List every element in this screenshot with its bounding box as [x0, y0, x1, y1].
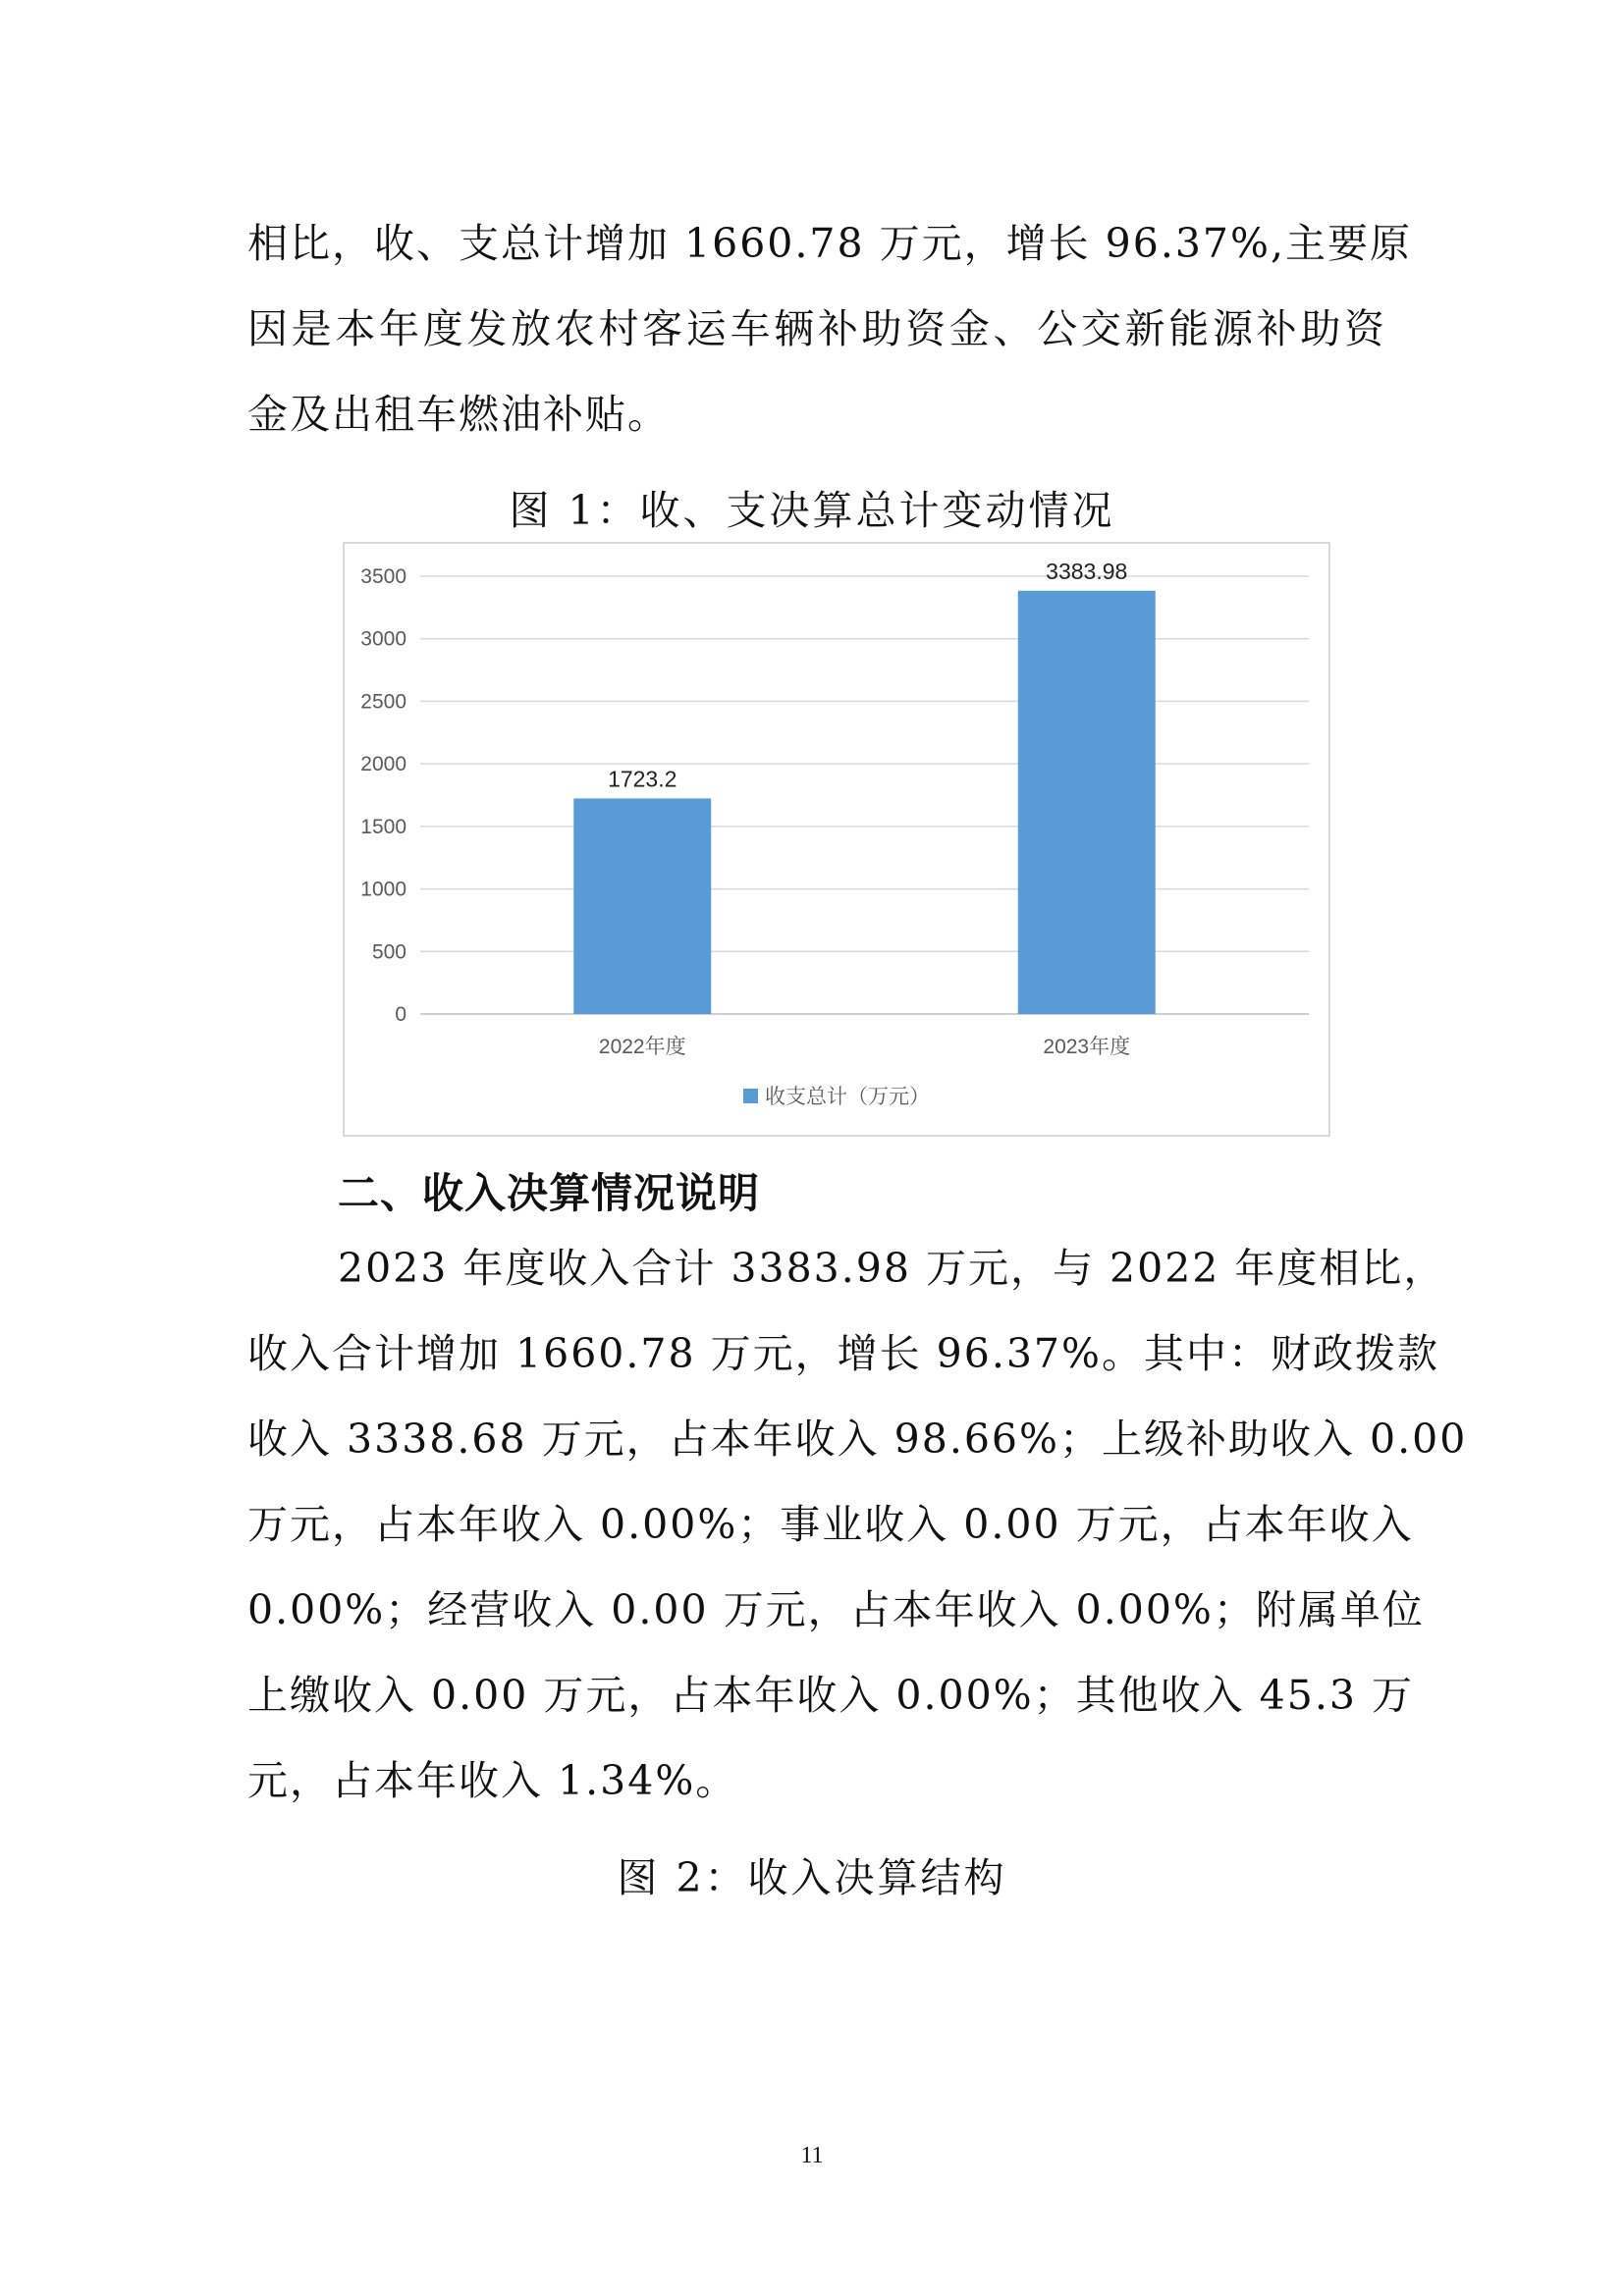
paragraph-change-reason	[247, 201, 1413, 457]
bar-chart-income-expense-total	[343, 542, 1330, 1137]
text-line: 金及出租车燃油补贴。	[247, 391, 670, 438]
bar	[1018, 591, 1156, 1014]
data-label: 3383.98	[1046, 558, 1128, 584]
y-tick-label: 1500	[360, 815, 406, 838]
text-line: 万元，占本年收入 0.00%；事业收入 0.00 万元，占本年收入	[247, 1501, 1414, 1548]
chart-svg	[345, 544, 1328, 1135]
data-label: 1723.2	[608, 766, 677, 792]
section-heading: 二、收入决算情况说明	[338, 1169, 761, 1217]
y-tick-label: 0	[395, 1003, 406, 1026]
text-line: 元，占本年收入 1.34%。	[247, 1757, 738, 1804]
text-line: 收入 3338.68 万元，占本年收入 98.66%；上级补助收入 0.00	[247, 1415, 1468, 1463]
y-tick-label: 1000	[360, 878, 406, 901]
y-tick-label: 500	[371, 940, 406, 964]
paragraph-income-summary	[247, 1226, 1468, 1824]
bar	[573, 798, 711, 1014]
text-line: 收入合计增加 1660.78 万元，增长 96.37%。其中：财政拨款	[247, 1330, 1439, 1377]
y-tick-label: 3500	[360, 565, 406, 588]
text-line: 上缴收入 0.00 万元，占本年收入 0.00%；其他收入 45.3 万	[247, 1672, 1414, 1719]
legend-swatch	[743, 1089, 758, 1103]
text-line: 相比，收、支总计增加 1660.78 万元，增长 96.37%,主要原	[247, 220, 1413, 267]
text-line: 0.00%；经营收入 0.00 万元，占本年收入 0.00%；附属单位	[247, 1586, 1425, 1633]
legend-label: 收支总计（万元）	[765, 1086, 930, 1108]
x-tick-label: 2022年度	[598, 1036, 686, 1058]
text-line: 因是本年度发放农村客运车辆补助资金、公交新能源补助资	[247, 305, 1386, 352]
y-tick-label: 2000	[360, 753, 406, 776]
page-number: 11	[800, 2143, 824, 2168]
figure-1-caption: 图 1：收、支决算总计变动情况	[509, 487, 1115, 534]
x-tick-label: 2023年度	[1043, 1036, 1131, 1058]
text-line: 2023 年度收入合计 3383.98 万元，与 2022 年度相比，	[338, 1245, 1446, 1292]
y-tick-label: 3000	[360, 627, 406, 651]
figure-2-caption: 图 2：收入决算结构	[617, 1854, 1007, 1901]
y-tick-label: 2500	[360, 690, 406, 714]
